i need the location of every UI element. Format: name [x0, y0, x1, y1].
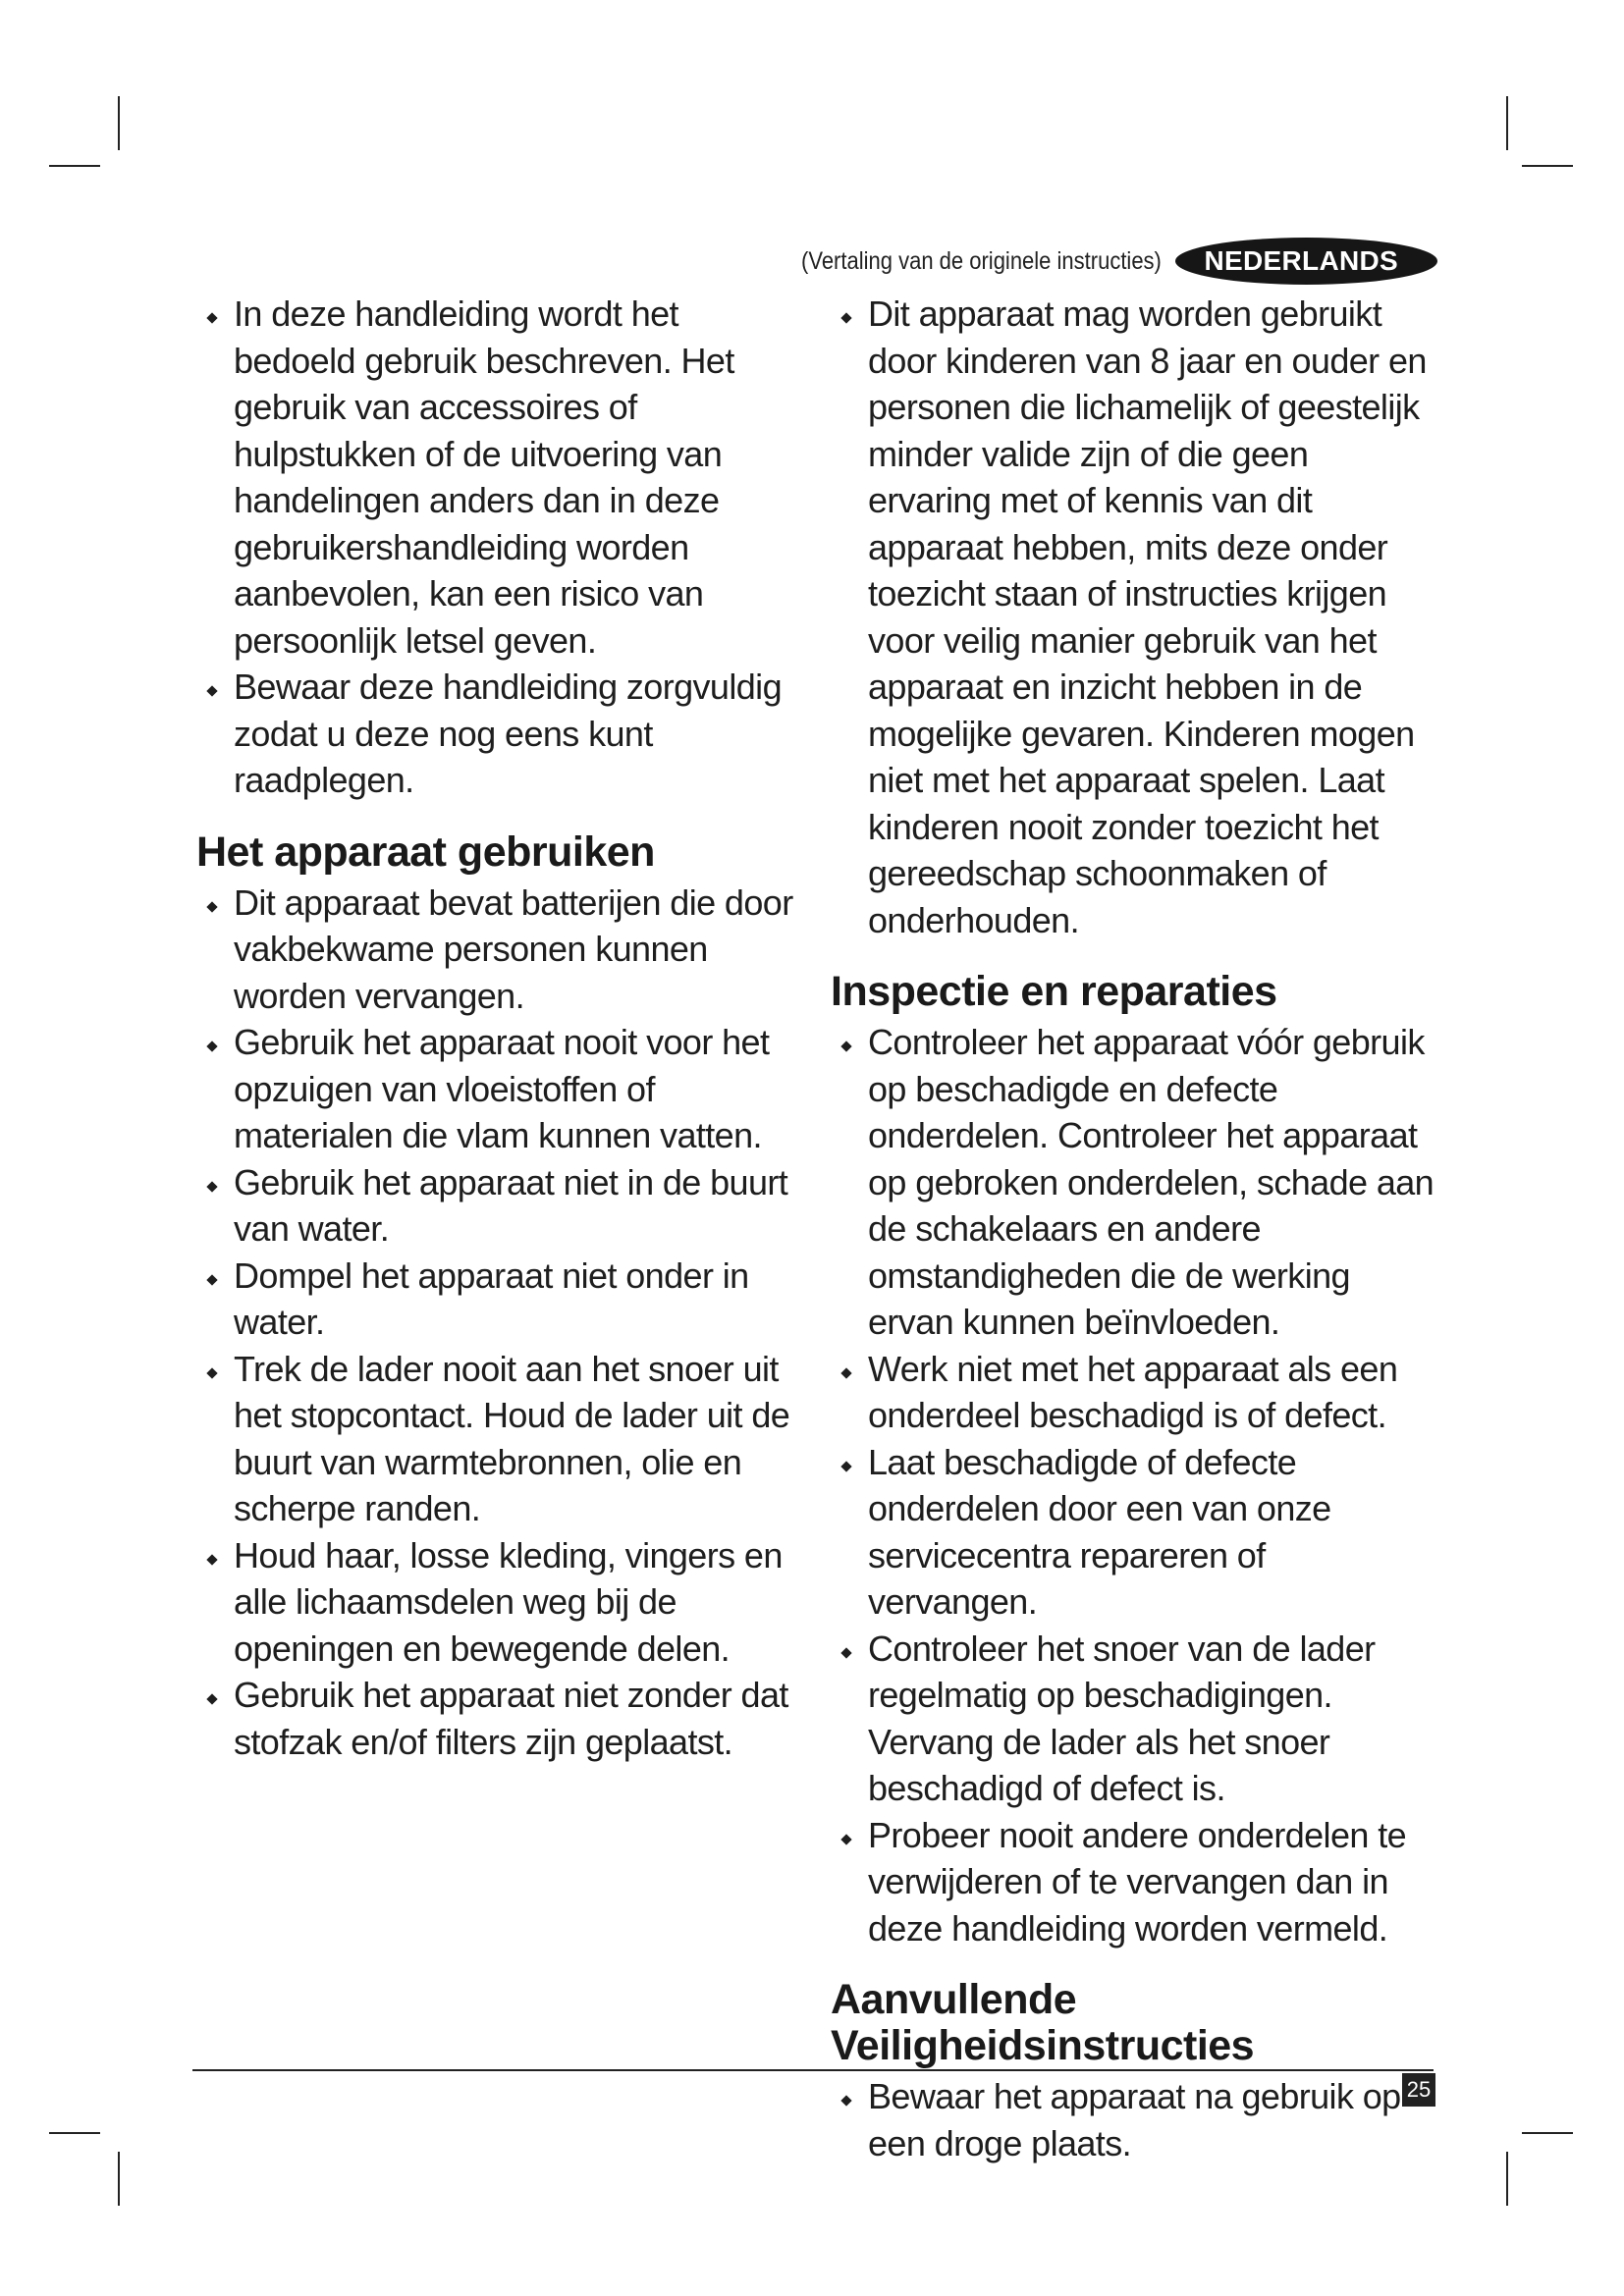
crop-mark-bottom-left-vertical — [118, 2152, 120, 2206]
language-badge: NEDERLANDS — [1175, 238, 1437, 285]
list-item: Dit apparaat bevat batterijen die door vakbekwame personen kunnen worden vervangen. — [196, 880, 805, 1020]
footer-divider — [192, 2069, 1434, 2071]
list-item: Trek de lader nooit aan het snoer uit het stopcontact. Houd de lader uit de buurt van warmtebronnen, olie en scherpe randen. — [196, 1346, 805, 1532]
bullet-diamond-icon — [840, 1647, 851, 1658]
list-item: Dit apparaat mag worden gebruikt door kinderen van 8 jaar en ouder en personen die lichamelijk of geestelijk minder valide zijn of die geen ervaring met of kennis van dit apparaat hebben, mits deze onder toezicht staan of instructies krijgen voor veilig manier gebruik van het apparaat en inzicht hebben in de mogelijke gevaren. Kinderen mogen niet met het apparaat spelen. Laat kinderen nooit zonder toezicht het gereedschap schoonmaken of onderhouden. — [831, 291, 1439, 943]
crop-mark-top-left-horizontal — [49, 165, 100, 167]
additional-safety-bullet-list — [831, 2073, 1439, 2166]
page-number: 25 — [1402, 2073, 1435, 2107]
bullet-diamond-icon — [840, 1461, 851, 1471]
bullet-diamond-icon — [840, 312, 851, 323]
bullet-diamond-icon — [206, 1554, 217, 1565]
list-item: Werk niet met het apparaat als een onderdeel beschadigd is of defect. — [831, 1346, 1439, 1439]
crop-mark-bottom-right-vertical — [1506, 2152, 1508, 2206]
page-header — [752, 238, 1437, 285]
intro-bullet-list — [196, 291, 805, 804]
bullet-diamond-icon — [206, 312, 217, 323]
list-item: Gebruik het apparaat niet in de buurt van water. — [196, 1159, 805, 1253]
crop-mark-top-right-vertical — [1506, 96, 1508, 150]
list-item: Bewaar het apparaat na gebruik op een droge plaats. — [831, 2073, 1439, 2166]
bullet-diamond-icon — [840, 1041, 851, 1051]
list-item: Controleer het snoer van de lader regelmatig op beschadigingen. Vervang de lader als het snoer beschadigd of defect is. — [831, 1626, 1439, 1812]
list-item: Laat beschadigde of defecte onderdelen door een van onze servicecentra repareren of vervangen. — [831, 1439, 1439, 1626]
section-title-line-1: Aanvullende — [831, 1976, 1077, 2023]
section-title-additional-safety — [831, 1977, 1439, 2069]
list-item: Bewaar deze handleiding zorgvuldig zodat u deze nog eens kunt raadplegen. — [196, 664, 805, 804]
bullet-diamond-icon — [840, 2095, 851, 2106]
section-title-usage: Het apparaat gebruiken — [196, 828, 655, 876]
translation-subtitle: (Vertaling van de originele instructies) — [800, 246, 1162, 275]
bullet-diamond-icon — [206, 1274, 217, 1285]
bullet-diamond-icon — [840, 1834, 851, 1844]
bullet-diamond-icon — [206, 1693, 217, 1704]
bullet-diamond-icon — [206, 685, 217, 696]
bullet-diamond-icon — [840, 1367, 851, 1378]
usage-bullet-list — [196, 880, 805, 1766]
list-item: Probeer nooit andere onderdelen te verwijderen of te vervangen dan in deze handleiding worden vermeld. — [831, 1812, 1439, 1952]
bullet-diamond-icon — [206, 1181, 217, 1192]
bullet-diamond-icon — [206, 1367, 217, 1378]
bullet-diamond-icon — [206, 1041, 217, 1051]
list-item: Houd haar, losse kleding, vingers en alle lichaamsdelen weg bij de openingen en bewegende delen. — [196, 1532, 805, 1673]
crop-mark-top-right-horizontal — [1522, 165, 1573, 167]
list-item: In deze handleiding wordt het bedoeld gebruik beschreven. Het gebruik van accessoires of hulpstukken of de uitvoering van handelingen anders dan in deze gebruikershandleiding worden aanbevolen, kan een risico van persoonlijk letsel geven. — [196, 291, 805, 664]
list-item: Dompel het apparaat niet onder in water. — [196, 1253, 805, 1346]
list-item: Controleer het apparaat vóór gebruik op beschadigde en defecte onderdelen. Controleer het apparaat op gebroken onderdelen, schade aan de schakelaars en andere omstandigheden die de werking ervan kunnen beïnvloeden. — [831, 1019, 1439, 1346]
list-item: Gebruik het apparaat niet zonder dat stofzak en/of filters zijn geplaatst. — [196, 1672, 805, 1765]
inspection-bullet-list — [831, 1019, 1439, 1951]
bullet-diamond-icon — [206, 901, 217, 912]
right-column — [831, 291, 1439, 2166]
crop-mark-top-left-vertical — [118, 96, 120, 150]
children-bullet-list — [831, 291, 1439, 943]
crop-mark-bottom-left-horizontal — [49, 2132, 100, 2134]
left-column — [196, 291, 805, 1765]
list-item: Gebruik het apparaat nooit voor het opzuigen van vloeistoffen of materialen die vlam kunnen vatten. — [196, 1019, 805, 1159]
section-title-line-2: Veiligheidsinstructies — [831, 2022, 1255, 2069]
crop-mark-bottom-right-horizontal — [1522, 2132, 1573, 2134]
section-title-inspection: Inspectie en reparaties — [831, 968, 1277, 1015]
